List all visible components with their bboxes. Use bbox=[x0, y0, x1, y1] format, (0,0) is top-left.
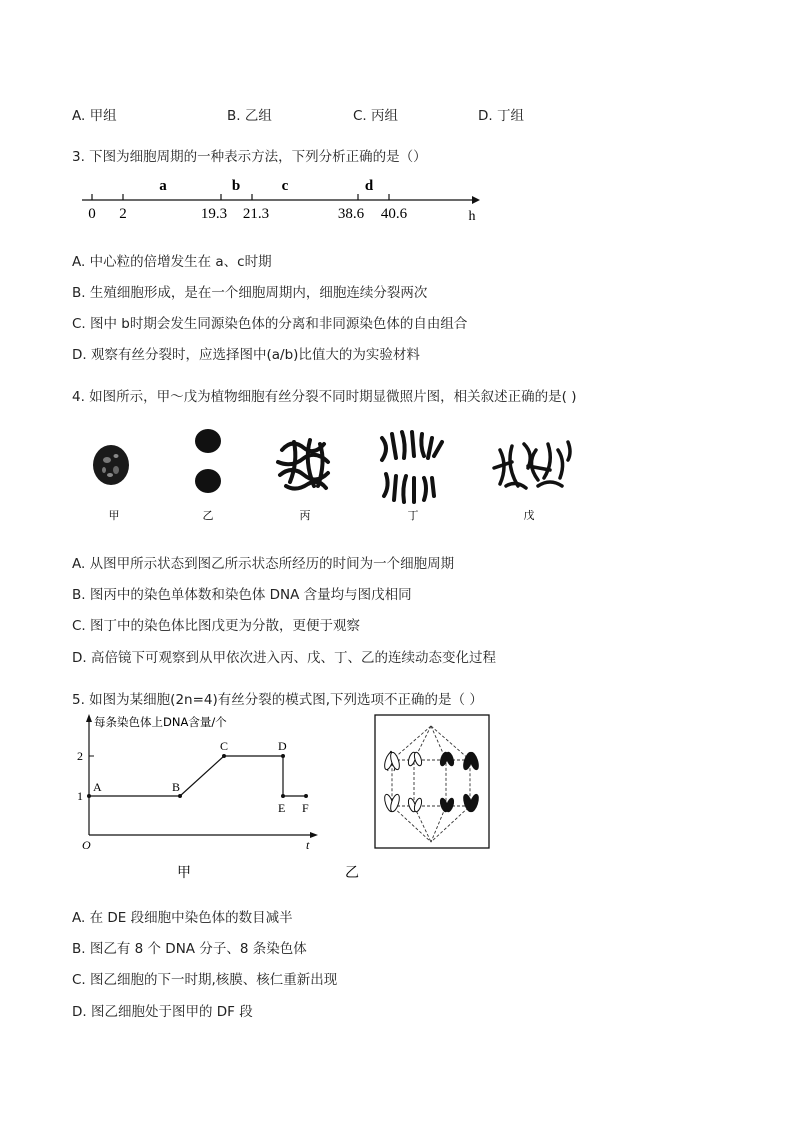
q4-option-d[interactable]: D. 高倍镜下可观察到从甲依次进入丙、戊、丁、乙的连续动态变化过程 bbox=[72, 650, 496, 666]
graph-xlabel: t bbox=[306, 838, 310, 852]
ytick-1: 1 bbox=[77, 789, 83, 803]
graph-ylabel: 每条染色体上DNA含量/个 bbox=[94, 715, 227, 729]
q5-stem: 5. 如图为某细胞(2n=4)有丝分裂的模式图,下列选项不正确的是（ ） bbox=[72, 692, 483, 708]
micrograph-wu bbox=[494, 442, 570, 488]
q3-option-a[interactable]: A. 中心粒的倍增发生在 a、c时期 bbox=[72, 254, 272, 270]
label-bing: 丙 bbox=[299, 509, 311, 522]
q5-option-c[interactable]: C. 图乙细胞的下一时期,核膜、核仁重新出现 bbox=[72, 972, 338, 988]
chromosomes-top bbox=[383, 751, 480, 771]
tick-2: 2 bbox=[119, 206, 127, 222]
q2-option-a[interactable]: A. 甲组 bbox=[72, 108, 117, 124]
cell-caption: 乙 bbox=[345, 865, 359, 881]
spindle-fibers bbox=[392, 726, 470, 842]
q4-option-c[interactable]: C. 图丁中的染色体比图戊更为分散，更便于观察 bbox=[72, 618, 361, 634]
micrograph-jia bbox=[93, 445, 129, 485]
segment-d: d bbox=[364, 178, 374, 194]
q3-option-d[interactable]: D. 观察有丝分裂时，应选择图中(a/b)比值大的为实验材料 bbox=[72, 347, 420, 363]
tick-0: 0 bbox=[88, 206, 96, 222]
tick-21-3: 21.3 bbox=[242, 206, 270, 222]
q3-option-b[interactable]: B. 生殖细胞形成，是在一个细胞周期内，细胞连续分裂两次 bbox=[72, 285, 428, 301]
cell-division-diagram bbox=[345, 714, 504, 884]
mitosis-micrographs bbox=[80, 420, 600, 530]
cell-box bbox=[375, 715, 489, 848]
label-yi: 乙 bbox=[202, 509, 214, 522]
q4-stem: 4. 如图所示，甲～戊为植物细胞有丝分裂不同时期显微照片图，相关叙述正确的是( ) bbox=[72, 389, 577, 405]
q4-option-b[interactable]: B. 图丙中的染色单体数和染色体 DNA 含量均与图戊相同 bbox=[72, 587, 412, 603]
label-ding: 丁 bbox=[407, 509, 419, 522]
q2-option-c[interactable]: C. 丙组 bbox=[353, 108, 399, 124]
point-d: D bbox=[278, 739, 287, 753]
q5-option-d[interactable]: D. 图乙细胞处于图甲的 DF 段 bbox=[72, 1004, 253, 1020]
micrograph-ding bbox=[382, 432, 442, 502]
cell-cycle-timeline bbox=[72, 172, 492, 224]
point-e: E bbox=[278, 801, 286, 815]
timeline-arrow bbox=[472, 196, 480, 204]
q2-option-b[interactable]: B. 乙组 bbox=[227, 108, 272, 124]
ytick-2: 2 bbox=[77, 749, 83, 763]
q3-option-c[interactable]: C. 图中 b时期会发生同源染色体的分离和非同源染色体的自由组合 bbox=[72, 316, 468, 332]
tick-19-3: 19.3 bbox=[200, 206, 228, 222]
point-b: B bbox=[172, 780, 181, 794]
q5-option-b[interactable]: B. 图乙有 8 个 DNA 分子、8 条染色体 bbox=[72, 941, 307, 957]
label-wu: 戊 bbox=[523, 509, 535, 522]
tick-40-6: 40.6 bbox=[380, 206, 408, 222]
chromosomes-bottom bbox=[383, 793, 480, 812]
segment-c: c bbox=[281, 178, 289, 194]
dna-content-graph bbox=[72, 712, 342, 887]
graph-caption: 甲 bbox=[177, 865, 191, 881]
segment-a: a bbox=[159, 178, 167, 194]
label-jia: 甲 bbox=[108, 509, 120, 522]
micrograph-bing bbox=[278, 440, 328, 489]
point-c: C bbox=[220, 739, 229, 753]
q3-stem: 3. 下图为细胞周期的一种表示方法，下列分析正确的是（） bbox=[72, 149, 427, 165]
point-f: F bbox=[302, 801, 309, 815]
segment-b: b bbox=[231, 178, 241, 194]
q5-option-a[interactable]: A. 在 DE 段细胞中染色体的数目减半 bbox=[72, 910, 293, 926]
graph-origin: O bbox=[82, 838, 91, 852]
unit-h: h bbox=[468, 209, 476, 224]
tick-38-6: 38.6 bbox=[337, 206, 365, 222]
q2-option-d[interactable]: D. 丁组 bbox=[478, 108, 524, 124]
point-a: A bbox=[93, 780, 102, 794]
micrograph-yi bbox=[195, 429, 221, 493]
q4-option-a[interactable]: A. 从图甲所示状态到图乙所示状态所经历的时间为一个细胞周期 bbox=[72, 556, 455, 572]
